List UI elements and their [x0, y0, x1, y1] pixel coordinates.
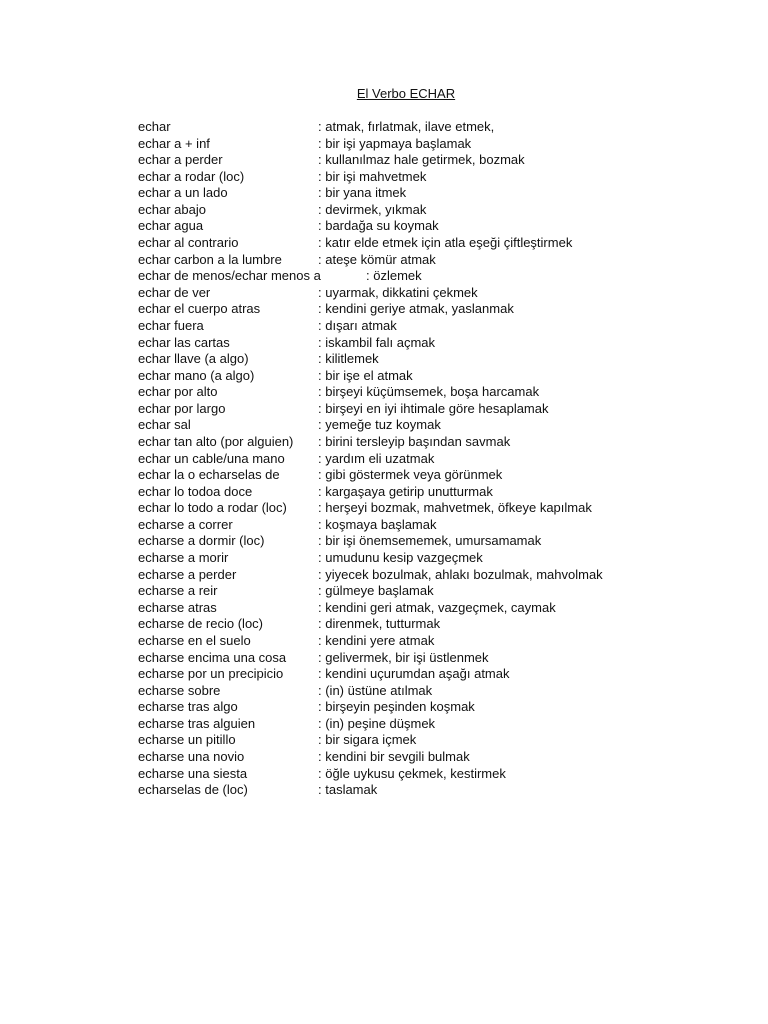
list-item	[138, 401, 738, 418]
entry-term: echar carbon a la lumbre	[138, 251, 282, 267]
list-item	[138, 517, 738, 534]
entry-term: echar sal	[138, 417, 191, 433]
list-item	[138, 252, 738, 269]
entry-term: echar agua	[138, 218, 204, 234]
list-item	[138, 351, 738, 368]
entry-term: echar al contrario	[138, 235, 239, 251]
entry-definition: : kendini geri atmak, vazgeçmek, caymak	[318, 599, 556, 615]
entry-definition: : uyarmak, dikkatini çekmek	[318, 284, 478, 300]
entry-definition: : kendini geriye atmak, yaslanmak	[318, 301, 514, 317]
list-item	[138, 301, 738, 318]
entry-term: echarse a morir	[138, 550, 229, 566]
entry-term: echarse a dormir (loc)	[138, 533, 265, 549]
list-item	[138, 567, 738, 584]
list-item	[138, 533, 738, 550]
entry-term: echarse encima una cosa	[138, 649, 287, 665]
list-item	[138, 119, 738, 136]
list-item	[138, 185, 738, 202]
list-item	[138, 716, 738, 733]
list-item	[138, 467, 738, 484]
entry-term: echar	[138, 119, 171, 134]
list-item	[138, 583, 738, 600]
entry-term: echar de menos/echar menos a	[138, 268, 321, 284]
list-item	[138, 633, 738, 650]
list-item	[138, 417, 738, 434]
entry-definition: : ateşe kömür atmak	[318, 251, 436, 267]
entry-term: echar de ver	[138, 284, 211, 300]
list-item	[138, 235, 738, 252]
entry-definition: : kendini bir sevgili bulmak	[318, 748, 470, 764]
entry-definition: : iskambil falı açmak	[318, 334, 436, 350]
list-item	[138, 782, 738, 799]
entry-term: echar llave (a algo)	[138, 351, 249, 367]
entry-definition: : (in) üstüne atılmak	[318, 682, 433, 698]
list-item	[138, 285, 738, 302]
entry-term: echarse en el suelo	[138, 632, 251, 648]
entry-definition: : devirmek, yıkmak	[318, 201, 427, 217]
entry-term: echarselas de (loc)	[138, 782, 248, 798]
entry-definition: : kendini yere atmak	[318, 632, 435, 648]
list-item	[138, 550, 738, 567]
list-item	[138, 218, 738, 235]
list-item	[138, 749, 738, 766]
entry-definition: : kilitlemek	[318, 351, 379, 367]
entry-term: echarse atras	[138, 599, 217, 615]
list-item	[138, 766, 738, 783]
entry-definition: : dışarı atmak	[318, 317, 397, 333]
entry-definition: : taslamak	[318, 782, 378, 798]
entry-term: echarse un pitillo	[138, 732, 236, 748]
entry-definition: : özlemek	[366, 268, 422, 284]
list-item	[138, 600, 738, 617]
entry-definition: : kendini uçurumdan aşağı atmak	[318, 666, 510, 682]
entry-term: echar por largo	[138, 400, 226, 416]
entry-term: echar las cartas	[138, 334, 230, 350]
entry-definition: : katır elde etmek için atla eşeği çiftleştirmek	[318, 235, 573, 251]
entry-term: echar lo todoa doce	[138, 483, 253, 499]
list-item	[138, 152, 738, 169]
list-item	[138, 268, 738, 285]
entry-definition: : koşmaya başlamak	[318, 516, 437, 532]
list-item	[138, 335, 738, 352]
entry-definition: : gibi göstermek veya görünmek	[318, 467, 503, 483]
list-item	[138, 169, 738, 186]
entry-term: echar fuera	[138, 317, 204, 333]
list-item	[138, 650, 738, 667]
list-item	[138, 451, 738, 468]
entry-term: echar por alto	[138, 384, 218, 400]
list-item	[138, 202, 738, 219]
entry-term: echar mano (a algo)	[138, 367, 255, 383]
entry-definition: : kargaşaya getirip unutturmak	[318, 483, 493, 499]
entry-definition: : kullanılmaz hale getirmek, bozmak	[318, 152, 525, 168]
entry-term: echarse por un precipicio	[138, 666, 284, 682]
entry-term: echarse tras algo	[138, 699, 238, 715]
entry-term: echar la o echarselas de	[138, 467, 280, 483]
entry-term: echarse a reir	[138, 583, 218, 599]
entry-definition: : öğle uykusu çekmek, kestirmek	[318, 765, 506, 781]
entry-definition: : bir işi mahvetmek	[318, 168, 427, 184]
entry-term: echar lo todo a rodar (loc)	[138, 500, 287, 516]
entry-term: echarse tras alguien	[138, 715, 256, 731]
entry-definition: : umudunu kesip vazgeçmek	[318, 550, 483, 566]
entry-definition: : herşeyi bozmak, mahvetmek, öfkeye kapılmak	[318, 500, 592, 516]
entry-term: echarse de recio (loc)	[138, 616, 263, 632]
list-item	[138, 434, 738, 451]
list-item	[138, 384, 738, 401]
entry-term: echar tan alto (por alguien)	[138, 433, 294, 449]
entry-definition: : birşeyi en iyi ihtimale göre hesaplamak	[318, 400, 549, 416]
entry-definition: : direnmek, tutturmak	[318, 616, 441, 632]
entry-definition: : birşeyin peşinden koşmak	[318, 699, 475, 715]
entry-term: echarse una siesta	[138, 765, 248, 781]
entry-definition: : gelivermek, bir işi üstlenmek	[318, 649, 489, 665]
entry-term: echarse una novio	[138, 748, 245, 764]
entry-definition: : yemeğe tuz koymak	[318, 417, 441, 433]
list-item	[138, 699, 738, 716]
entry-term: echar a perder	[138, 152, 223, 168]
entry-term: echar el cuerpo atras	[138, 301, 261, 317]
list-item	[138, 500, 738, 517]
entry-definition: : gülmeye başlamak	[318, 583, 434, 599]
entry-definition: : birini tersleyip başından savmak	[318, 433, 511, 449]
entry-definition: : bardağa su koymak	[318, 218, 439, 234]
entry-term: echar a + inf	[138, 135, 210, 151]
entry-definition: : yiyecek bozulmak, ahlakı bozulmak, mahvolmak	[318, 566, 603, 582]
entry-definition: : yardım eli uzatmak	[318, 450, 435, 466]
entry-definition: : bir işi önemsememek, umursamamak	[318, 533, 542, 549]
list-item	[138, 666, 738, 683]
entry-term: echarse a correr	[138, 516, 233, 532]
list-item	[138, 318, 738, 335]
entry-definition: : bir sigara içmek	[318, 732, 417, 748]
entry-definition: : bir yana itmek	[318, 185, 407, 201]
list-item	[138, 616, 738, 633]
entry-term: echar un cable/una mano	[138, 450, 285, 466]
entry-term: echarse a perder	[138, 566, 237, 582]
entry-definition: : (in) peşine düşmek	[318, 715, 436, 731]
entry-definition: : birşeyi küçümsemek, boşa harcamak	[318, 384, 540, 400]
list-item	[138, 136, 738, 153]
list-item	[138, 732, 738, 749]
entry-definition: : bir işe el atmak	[318, 367, 413, 383]
entry-term: echar abajo	[138, 201, 206, 217]
entry-term: echarse sobre	[138, 682, 221, 698]
entry-term: echar a un lado	[138, 185, 228, 201]
vocabulary-list	[138, 119, 738, 799]
entry-definition: : atmak, fırlatmak, ilave etmek,	[318, 119, 495, 134]
list-item	[138, 484, 738, 501]
document-title: El Verbo ECHAR	[356, 86, 456, 101]
entry-term: echar a rodar (loc)	[138, 168, 245, 184]
list-item	[138, 683, 738, 700]
entry-definition: : bir işi yapmaya başlamak	[318, 135, 472, 151]
list-item	[138, 368, 738, 385]
